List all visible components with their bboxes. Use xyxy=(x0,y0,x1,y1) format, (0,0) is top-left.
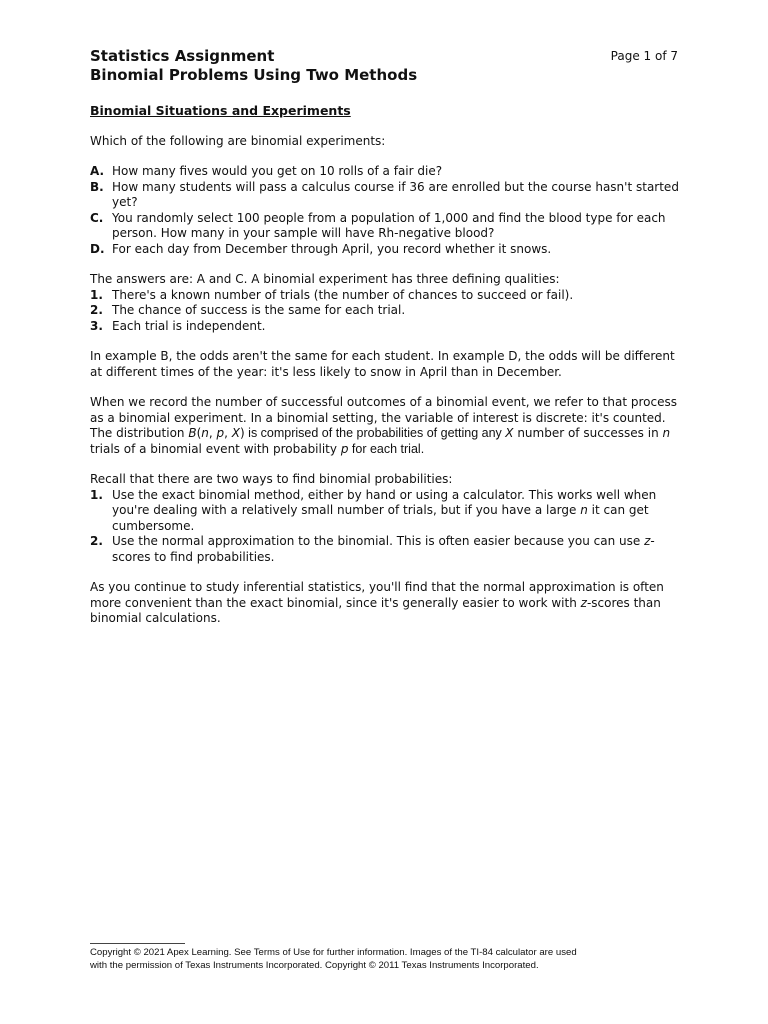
quality-marker: 3. xyxy=(90,318,103,333)
distribution-b: B xyxy=(188,426,197,440)
page-footer xyxy=(90,943,680,972)
distribution-p: p xyxy=(216,426,225,440)
option-marker: B. xyxy=(90,179,104,194)
method-n: n xyxy=(580,503,588,517)
closing-text-after: -scores than binomial calculations. xyxy=(90,595,661,625)
answers-intro: The answers are: A and C. A binomial experiment has three defining qualities: xyxy=(90,272,560,286)
distribution-text-4: trials of a binomial event with probability xyxy=(90,441,341,456)
distribution-text-5: for each trial. xyxy=(348,441,425,456)
footer-line-2: with the permission of Texas Instruments Incorporated. Copyright © 2011 Texas Instruments Incorporated. xyxy=(90,960,539,971)
distribution-p-2: p xyxy=(340,441,349,456)
option-text: You randomly select 100 people from a population of 1,000 and find the blood type for each person. How many in your sample will have Rh-negative blood? xyxy=(112,210,666,240)
option-item xyxy=(90,164,680,180)
closing-text-before: As you continue to study inferential statistics, you'll find that the normal approximation is often more convenient than the exact binomial, since it's generally easier to work with xyxy=(90,580,664,610)
quality-item xyxy=(90,303,680,319)
option-text: How many students will pass a calculus course if 36 are enrolled but the course hasn't started yet? xyxy=(112,179,679,209)
quality-text: Each trial is independent. xyxy=(112,318,266,333)
options-list xyxy=(90,164,680,257)
option-marker: C. xyxy=(90,210,104,225)
document-page xyxy=(90,0,680,1024)
distribution-x: X xyxy=(231,426,241,440)
quality-item xyxy=(90,288,680,304)
method-item xyxy=(90,534,680,565)
document-body xyxy=(90,103,680,642)
closing-paragraph xyxy=(90,580,680,627)
page-header xyxy=(90,47,680,85)
method-text-after: -scores to find probabilities. xyxy=(112,534,655,564)
page-number: Page 1 of 7 xyxy=(610,49,678,63)
option-marker: A. xyxy=(90,164,105,178)
footer-rule xyxy=(90,943,185,944)
option-item xyxy=(90,242,680,258)
section-heading: Binomial Situations and Experiments xyxy=(90,103,351,118)
distribution-paragraph xyxy=(90,395,680,457)
quality-item xyxy=(90,319,680,335)
distribution-n-2: n xyxy=(662,426,671,440)
title-line-2: Binomial Problems Using Two Methods xyxy=(90,66,418,84)
distribution-text-1: When we record the number of successful outcomes of a binomial event, we refer to that process as a binomial experiment. In a binomial setting, the variable of interest is discrete: it's counted. The distribution xyxy=(90,395,677,440)
option-item xyxy=(90,211,680,242)
quality-text: The chance of success is the same for each trial. xyxy=(112,303,406,317)
qualities-list xyxy=(90,288,680,335)
quality-text: There's a known number of trials (the number of chances to succeed or fail). xyxy=(112,287,574,302)
option-marker: D. xyxy=(90,241,105,256)
method-marker: 2. xyxy=(90,534,103,548)
quality-marker: 2. xyxy=(90,303,103,317)
option-item xyxy=(90,180,680,211)
methods-intro: Recall that there are two ways to find binomial probabilities: xyxy=(90,472,453,486)
distribution-comma-2: , xyxy=(224,426,232,440)
closing-z: z xyxy=(580,595,587,610)
distribution-open-paren: ( xyxy=(196,426,202,440)
examples-paragraph: In example B, the odds aren't the same for each student. In example D, the odds will be different at different times of the year: it's less likely to snow in April than in December. xyxy=(90,349,675,379)
method-text-after: it can get cumbersome. xyxy=(112,503,649,533)
quality-marker: 1. xyxy=(90,287,103,302)
distribution-text-2: is comprised of the probabilities of getting any xyxy=(244,426,506,440)
method-text-before: Use the exact binomial method, either by hand or using a calculator. This works well when you're dealing with a relatively small number of trials, but if you have a large xyxy=(112,487,657,517)
distribution-close-paren: ) xyxy=(240,426,245,440)
distribution-text-3: number of successes in xyxy=(513,426,663,440)
question-text: Which of the following are binomial experiments: xyxy=(90,133,386,148)
distribution-n: n xyxy=(201,426,209,440)
method-z: z xyxy=(644,534,651,548)
methods-list xyxy=(90,488,680,566)
option-text: How many fives would you get on 10 rolls of a fair die? xyxy=(112,164,443,178)
method-text-before: Use the normal approximation to the binomial. This is often easier because you can use xyxy=(112,534,645,548)
distribution-x-2: X xyxy=(505,426,514,440)
footer-line-1: Copyright © 2021 Apex Learning. See Terms of Use for further information. Images of the TI-84 calculator are used xyxy=(90,947,577,958)
option-text: For each day from December through April, you record whether it snows. xyxy=(112,241,552,256)
method-marker: 1. xyxy=(90,487,103,502)
distribution-comma-1: , xyxy=(208,426,217,440)
method-item xyxy=(90,488,680,535)
title-line-1: Statistics Assignment xyxy=(90,47,275,65)
